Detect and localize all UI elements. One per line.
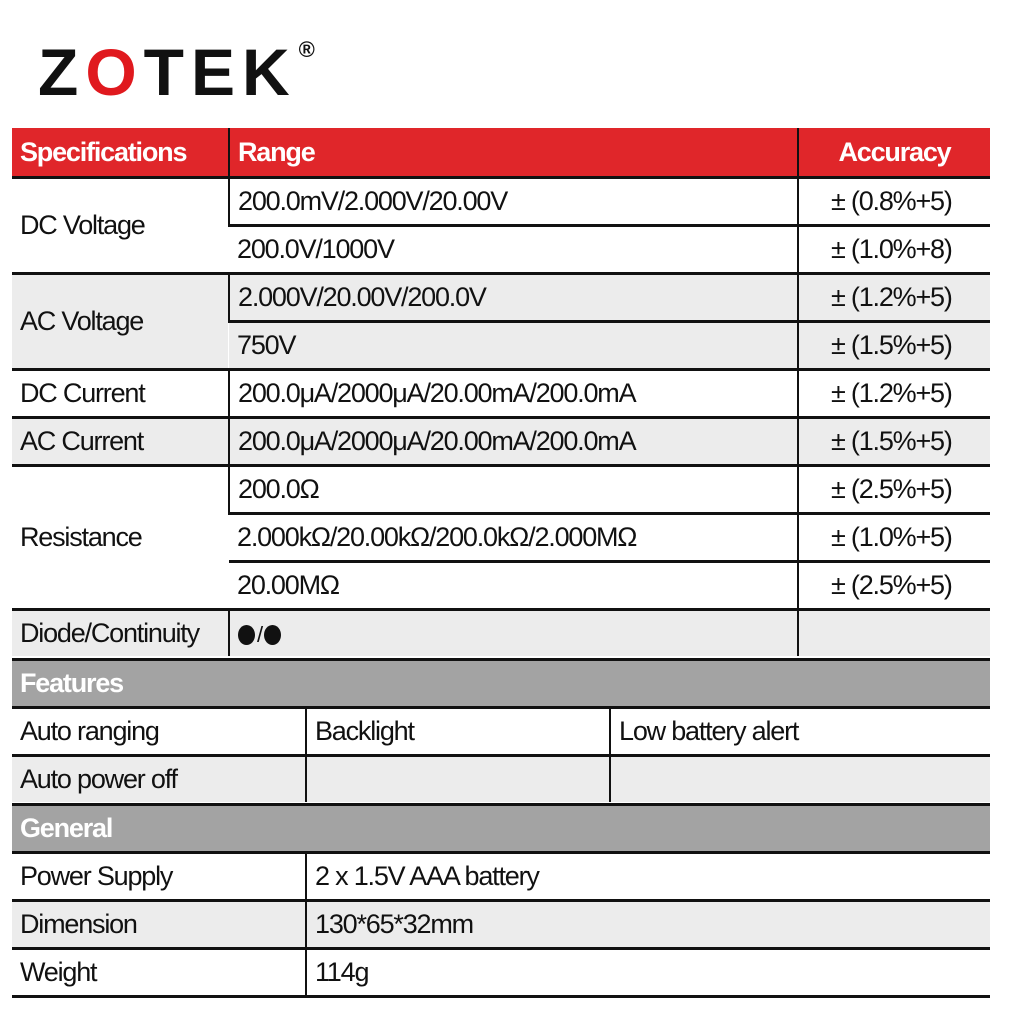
feature-item: Auto power off xyxy=(12,756,306,803)
table-row xyxy=(12,901,990,949)
spec-label: Resistance xyxy=(12,466,229,610)
range-cell: 200.0V/1000V xyxy=(229,226,798,274)
supported-dot-icon xyxy=(238,625,255,645)
table-row xyxy=(12,370,990,418)
header-range: Range xyxy=(229,128,798,178)
table-row xyxy=(12,949,990,997)
spec-label: DC Current xyxy=(12,370,229,418)
specifications-table xyxy=(12,128,990,656)
table-row xyxy=(12,853,990,901)
general-value: 130*65*32mm xyxy=(306,901,990,949)
general-label: Weight xyxy=(12,949,306,997)
range-cell: 200.0Ω xyxy=(229,466,798,514)
spec-label: Diode/Continuity xyxy=(12,610,229,657)
accuracy-cell: ± (1.5%+5) xyxy=(798,322,990,370)
features-title: Features xyxy=(12,660,990,708)
range-cell: 750V xyxy=(229,322,798,370)
general-value: 2 x 1.5V AAA battery xyxy=(306,853,990,901)
table-row xyxy=(12,610,990,657)
general-label: Power Supply xyxy=(12,853,306,901)
section-header xyxy=(12,660,990,708)
header-accuracy: Accuracy xyxy=(798,128,990,178)
accuracy-cell: ± (1.0%+8) xyxy=(798,226,990,274)
logo-letters: TEK xyxy=(143,35,297,109)
accuracy-cell: ± (1.5%+5) xyxy=(798,418,990,466)
accuracy-cell: ± (0.8%+5) xyxy=(798,178,990,226)
range-cell: 2.000kΩ/20.00kΩ/200.0kΩ/2.000MΩ xyxy=(229,514,798,562)
general-label: Dimension xyxy=(12,901,306,949)
table-row xyxy=(12,466,990,514)
general-table xyxy=(12,803,990,998)
brand-logo xyxy=(38,36,315,108)
registered-mark: ® xyxy=(298,37,315,62)
empty-cell xyxy=(610,756,990,803)
table-row xyxy=(12,708,990,756)
logo-letter: Z xyxy=(38,35,86,109)
table-row xyxy=(12,178,990,226)
range-cell: 2.000V/20.00V/200.0V xyxy=(229,274,798,322)
accuracy-cell: ± (2.5%+5) xyxy=(798,562,990,610)
section-header xyxy=(12,805,990,853)
table-row xyxy=(12,418,990,466)
spec-label: AC Voltage xyxy=(12,274,229,370)
spec-label: DC Voltage xyxy=(12,178,229,274)
separator: / xyxy=(257,622,262,647)
general-title: General xyxy=(12,805,990,853)
features-table xyxy=(12,658,990,802)
table-row xyxy=(12,274,990,322)
general-value: 114g xyxy=(306,949,990,997)
accuracy-cell: ± (2.5%+5) xyxy=(798,466,990,514)
accuracy-cell: ± (1.2%+5) xyxy=(798,370,990,418)
spec-label: AC Current xyxy=(12,418,229,466)
feature-item: Low battery alert xyxy=(610,708,990,756)
range-cell: 200.0μA/2000μA/20.00mA/200.0mA xyxy=(229,370,798,418)
table-row xyxy=(12,756,990,803)
header-row xyxy=(12,128,990,178)
accuracy-cell: ± (1.2%+5) xyxy=(798,274,990,322)
accuracy-cell xyxy=(798,610,990,657)
header-specifications: Specifications xyxy=(12,128,229,178)
accuracy-cell: ± (1.0%+5) xyxy=(798,514,990,562)
range-cell xyxy=(229,610,798,657)
range-cell: 200.0μA/2000μA/20.00mA/200.0mA xyxy=(229,418,798,466)
empty-cell xyxy=(306,756,610,803)
supported-dot-icon xyxy=(264,625,281,645)
feature-item: Auto ranging xyxy=(12,708,306,756)
range-cell: 200.0mV/2.000V/20.00V xyxy=(229,178,798,226)
feature-item: Backlight xyxy=(306,708,610,756)
range-cell: 20.00MΩ xyxy=(229,562,798,610)
logo-letter-red: O xyxy=(85,35,144,109)
